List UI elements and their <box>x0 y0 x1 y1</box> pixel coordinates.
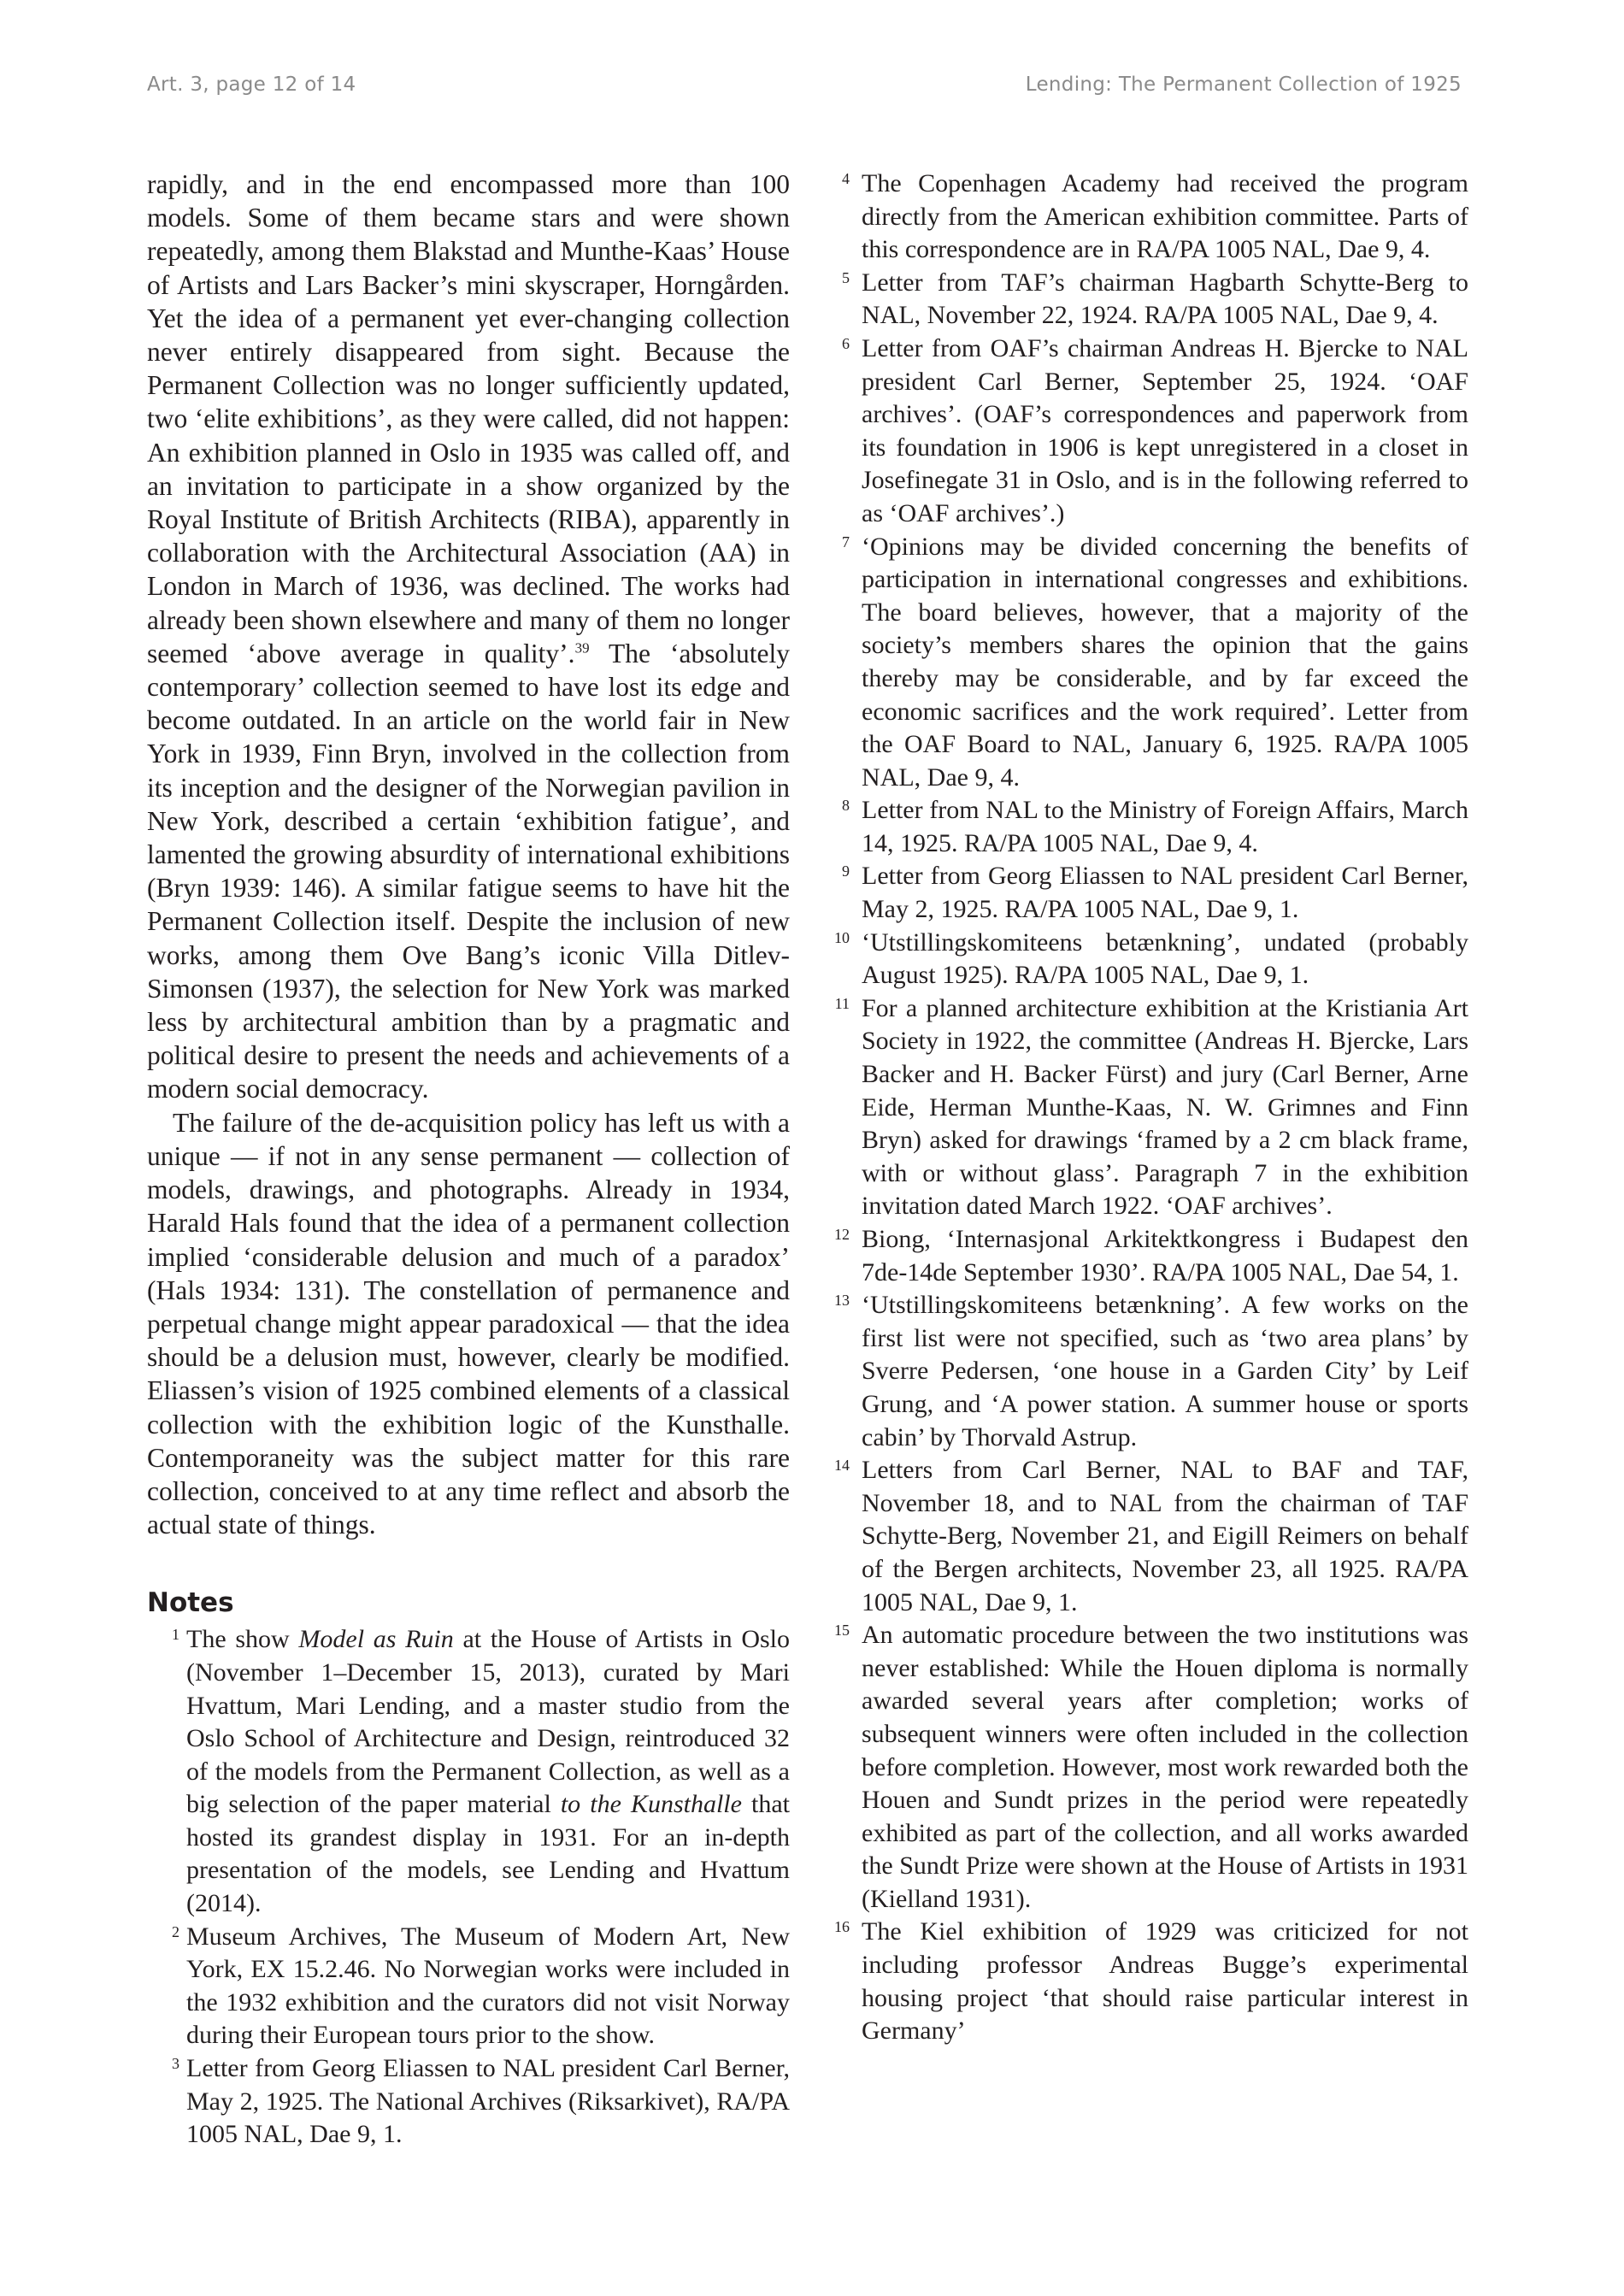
note-text: The Copenhagen Academy had received the program directly from the American exhibition committee. Parts of this correspondence are in RA/PA 1005 NAL, Dae 9, 4. <box>862 169 1468 264</box>
note-text: that hosted its grandest display in 1931. For an in-depth presentation of the models, see Lending and Hvattum (2014). <box>186 1790 790 1918</box>
notes-heading: Notes <box>147 1587 234 1619</box>
note-number: 13 <box>834 1292 850 1310</box>
note-15 <box>829 1619 1468 1916</box>
note-text: Museum Archives, The Museum of Modern Art, New York, EX 15.2.46. No Norwegian works were included in the 1932 exhibition and the curators did not visit Norway during their European tours prior to the show. <box>186 1922 790 2050</box>
note-number: 6 <box>842 334 850 352</box>
note-number: 1 <box>172 1626 179 1644</box>
note-number: 15 <box>834 1622 850 1640</box>
left-column <box>147 168 790 2152</box>
note-10 <box>829 927 1468 992</box>
note-number: 4 <box>842 170 850 187</box>
note-text: Letter from TAF’s chairman Hagbarth Schytte-Berg to NAL, November 22, 1924. RA/PA 1005 NAL, Dae 9, 4. <box>862 268 1468 330</box>
note-text: Letter from Georg Eliassen to NAL president Carl Berner, May 2, 1925. The National Archives (Riksarkivet), RA/PA 1005 NAL, Dae 9, 1. <box>186 2054 790 2149</box>
note-6 <box>829 333 1468 531</box>
note-text: The Kiel exhibition of 1929 was criticized for not including professor Andreas Bugge’s experimental housing project ‘that should raise particular interest in Germany’ <box>862 1917 1468 2046</box>
note-1 <box>147 1623 790 1920</box>
note-number: 14 <box>834 1457 850 1475</box>
note-text: Letter from Georg Eliassen to NAL president Carl Berner, May 2, 1925. RA/PA 1005 NAL, Dae 9, 1. <box>862 862 1468 924</box>
note-text: ‘Utstillingskomiteens betænkning’. A few works on the first list were not specified, such as ‘two area plans’ by Sverre Pedersen, ‘one house in a Garden City’ by Leif Grung, and ‘A power station. A summer house or sports cabin’ by Thorvald Astrup. <box>862 1291 1468 1451</box>
note-text: Letters from Carl Berner, NAL to BAF and TAF, November 18, and to NAL from the chairman of TAF Schytte-Berg, November 21, and Eigill Reimers on behalf of the Bergen architects, November 23, all 1925. RA/PA 1005 NAL, Dae 9, 1. <box>862 1456 1468 1616</box>
note-number: 8 <box>842 797 850 815</box>
note-text: ‘Utstillingskomiteens betænkning’, undated (probably August 1925). RA/PA 1005 NAL, Dae 9, 1. <box>862 927 1468 990</box>
note-italic-title: to the Kunsthalle <box>560 1790 742 1819</box>
body-paragraph: The failure of the de-acquisition policy has left us with a unique — if not in any sense permanent — collection of models, drawings, and photographs. Already in 1934, Harald Hals found that the idea of a permanent collection implied ‘considerable delusion and much of a paradox’ (Hals 1934: 131). The constellation of permanence and perpetual change might appear paradoxical — that the idea should be a delusion must, however, clearly be modified. Eliassen’s vision of 1925 combined elements of a classical collection with the exhibition logic of the Kunsthalle. Contemporaneity was the subject matter for this rare collection, conceived to at any time reflect and absorb the actual state of things. <box>147 1107 790 1540</box>
note-number: 9 <box>842 862 850 880</box>
note-number: 5 <box>842 268 850 286</box>
note-text: ‘Opinions may be divided concerning the benefits of participation in international congresses and exhibitions. The board believes, however, that a majority of the society’s members shares the opinion that the gains thereby may be considerable, and by far exceed the economic sacrifices and the work required’. Letter from the OAF Board to NAL, January 6, 1925. RA/PA 1005 NAL, Dae 9, 4. <box>862 532 1468 792</box>
running-head-left: Art. 3, page 12 of 14 <box>147 74 356 96</box>
note-number: 7 <box>842 533 850 550</box>
note-number: 10 <box>834 928 850 946</box>
body-paragraph <box>147 168 790 1106</box>
note-8 <box>829 794 1468 860</box>
note-3 <box>147 2052 790 2152</box>
note-number: 2 <box>172 1922 179 1940</box>
note-text: Biong, ‘Internasjonal Arkitektkongress i Budapest den 7de-14de September 1930’. RA/PA 1005 NAL, Dae 54, 1. <box>862 1225 1468 1286</box>
note-text: Letter from OAF’s chairman Andreas H. Bjercke to NAL president Carl Berner, September 25, 1924. ‘OAF archives’. (OAF’s correspondences and paperwork from its foundation in 1906 is kept unregistered in a closet in Josefinegate 31 in Oslo, and is in the following referred to as ‘OAF archives’.) <box>862 333 1468 527</box>
note-4 <box>829 168 1468 267</box>
note-number: 3 <box>172 2055 179 2073</box>
note-12 <box>829 1223 1468 1289</box>
note-16 <box>829 1916 1468 2047</box>
body-text: The ‘absolutely contemporary’ collection seemed to have lost its edge and become outdated. In an article on the world fair in New York in 1939, Finn Bryn, involved in the collection from its inception and the designer of the Norwegian pavilion in New York, described a certain ‘exhibition fatigue’, and lamented the growing absurdity of international exhibitions (Bryn 1939: 146). A similar fatigue seems to have hit the Permanent Collection itself. Despite the inclusion of new works, among them Ove Bang’s iconic Villa Ditlev-Simonsen (1937), the selection for New York was marked less by architectural ambition than by a pragmatic and political desire to present the needs and achievements of a modern social democracy. <box>147 638 790 1104</box>
note-text: Letter from NAL to the Ministry of Foreign Affairs, March 14, 1925. RA/PA 1005 NAL, Dae 9, 4. <box>862 796 1468 857</box>
note-text: The show <box>186 1625 299 1654</box>
note-2 <box>147 1921 790 2052</box>
note-number: 11 <box>834 994 850 1012</box>
note-9 <box>829 860 1468 926</box>
note-text: For a planned architecture exhibition at the Kristiania Art Society in 1922, the committee (Andreas H. Bjercke, Lars Backer and H. Backer Fürst) and jury (Carl Berner, Arne Eide, Herman Munthe-Kaas, N. W. Grimnes and Finn Bryn) asked for drawings ‘framed by a 2 cm black frame, with or without glass’. Paragraph 7 in the exhibition invitation dated March 1922. ‘OAF archives’. <box>862 993 1468 1221</box>
note-text: at the House of Artists in Oslo (November 1–December 15, 2013), curated by Mari Hvattum, Mari Lending, and a master studio from the Oslo School of Architecture and Design, reintroduced 32 of the models from the Permanent Collection, as well as a big selection of the paper material <box>186 1625 791 1819</box>
running-head-right: Lending: The Permanent Collection of 1925 <box>1025 74 1462 96</box>
note-5 <box>829 267 1468 333</box>
note-13 <box>829 1289 1468 1454</box>
note-number: 12 <box>834 1226 850 1243</box>
body-text: rapidly, and in the end encompassed more than 100 models. Some of them became stars and were shown repeatedly, among them Blakstad and Munthe-Kaas’ House of Artists and Lars Backer’s mini skyscraper, Horngården. Yet the idea of a permanent yet ever-changing collection never entirely disappeared from sight. Because the Permanent Collection was no longer sufficiently updated, two ‘elite exhibitions’, as they were called, did not happen: An exhibition planned in Oslo in 1935 was called off, and an invitation to participate in a show organized by the Royal Institute of British Architects (RIBA), apparently in collaboration with the Architectural Association (AA) in London in March of 1936, was declined. The works had already been shown elsewhere and many of them no longer seemed ‘above average in quality’. <box>147 169 790 668</box>
note-14 <box>829 1454 1468 1619</box>
note-7 <box>829 531 1468 795</box>
footnote-reference[interactable]: 39 <box>574 639 590 656</box>
right-column <box>829 168 1468 2048</box>
note-11 <box>829 992 1468 1223</box>
note-number: 16 <box>834 1918 850 1936</box>
note-italic-title: Model as Ruin <box>298 1625 454 1654</box>
note-text: An automatic procedure between the two institutions was never established: While the Houen diploma is normally awarded several years after completion; works of subsequent winners were often included in the collection before completion. However, most work rewarded both the Houen and Sundt prizes in the period were repeatedly exhibited as part of the collection, and all works awarded the Sundt Prize were shown at the House of Artists in 1931 (Kielland 1931). <box>862 1621 1468 1913</box>
